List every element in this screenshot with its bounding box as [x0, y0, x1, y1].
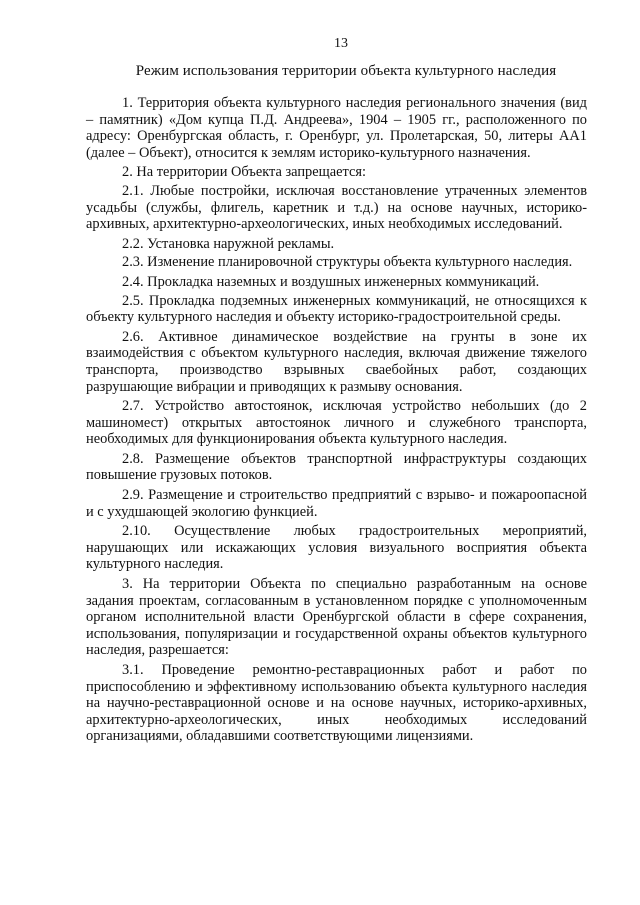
document-body	[86, 95, 587, 748]
paragraph-2-4: 2.4. Прокладка наземных и воздушных инженерных коммуникаций.	[122, 273, 540, 290]
paragraph-2: 2. На территории Объекта запрещается:	[122, 164, 366, 181]
paragraph-2-8: 2.8. Размещение объектов транспортной инфраструктуры создающих повышение грузовых потоков.	[86, 450, 587, 484]
document-heading: Режим использования территории объекта культурного наследия	[135, 63, 557, 79]
paragraph-3: 3. На территории Объекта по специально разработанным на основе задания проектам, согласованным в установленном порядке с уполномоченным органом исполнительной власти Оренбургской области в сфере сохранения, использования, популяризации и государственной охраны объектов культурного наследия, разрешается:	[86, 576, 587, 659]
paragraph-1: 1. Территория объекта культурного наследия регионального значения (вид – памятник) «Дом купца П.Д. Андреева», 1904 – 1905 гг., расположенного по адресу: Оренбургская область, г. Оренбург, ул. Пролетарская, 50, литеры АА1 (далее – Объект), относится к землям историко-культурного назначения.	[86, 95, 587, 161]
paragraph-2-6: 2.6. Активное динамическое воздействие на грунты в зоне их взаимодействия с объектом культурного наследия, включая движение тяжелого транспорта, производство взрывных сваебойных работ, создающих разрушающие вибрации и приводящих к размыву основания.	[86, 328, 587, 395]
paragraph-2-5: 2.5. Прокладка подземных инженерных коммуникаций, не относящихся к объекту культурного наследия и объекту историко-градостроительной среды.	[86, 292, 587, 326]
paragraph-2-7: 2.7. Устройство автостоянок, исключая устройство небольших (до 2 машиномест) открытых автостоянок личного и служебного транспорта, необходимых для функционирования объекта культурного наследия.	[86, 398, 587, 448]
paragraph-2-1: 2.1. Любые постройки, исключая восстановление утраченных элементов усадьбы (службы, флигель, каретник и т.д.) на основе научных, историко-архивных, архитектурно-археологических, иных необходимых исследований.	[86, 182, 587, 233]
paragraph-2-10: 2.10. Осуществление любых градостроительных мероприятий, нарушающих или искажающих условия визуального восприятия объекта культурного наследия.	[86, 523, 587, 573]
paragraph-2-9: 2.9. Размещение и строительство предприятий с взрыво- и пожароопасной и с ухудшающей экологию функцией.	[86, 487, 587, 520]
paragraph-2-2: 2.2. Установка наружной рекламы.	[122, 235, 335, 252]
paragraph-2-3: 2.3. Изменение планировочной структуры объекта культурного наследия.	[122, 254, 573, 271]
paragraph-3-1: 3.1. Проведение ремонтно-реставрационных работ и работ по приспособлению и эффективному использованию объекта культурного наследия на научно-реставрационной основе и на основе научных, историко-архивных, архитектурно-археологических, иных необходимых исследований организациями, обладавшими соответствующими лицензиями.	[86, 662, 587, 745]
page-number: 13	[334, 36, 348, 51]
